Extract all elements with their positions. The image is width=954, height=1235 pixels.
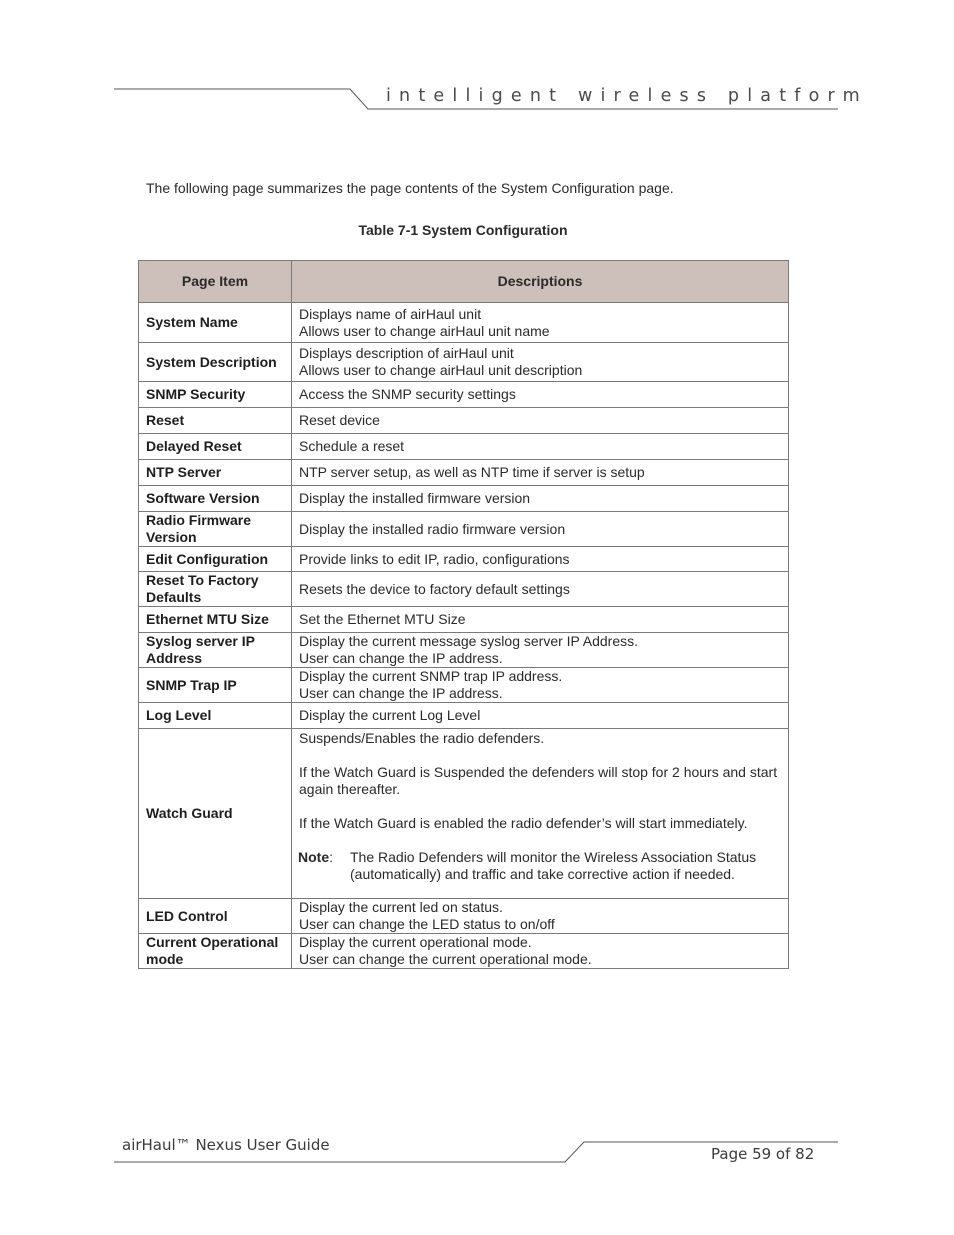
- description-line: Display the installed firmware version: [299, 490, 531, 506]
- description-line: Display the current SNMP trap IP address.: [299, 668, 563, 684]
- header-tagline: intelligent wireless platform: [386, 86, 868, 106]
- intro-text: The following page summarizes the page contents of the System Configuration page.: [146, 180, 674, 196]
- description-line: Resets the device to factory default settings: [299, 580, 570, 597]
- page-item-cell: Syslog server IP Address: [139, 633, 292, 668]
- page-item-cell: NTP Server: [139, 460, 292, 486]
- description-line: Schedule a reset: [299, 438, 405, 454]
- description-line: Access the SNMP security settings: [299, 386, 516, 402]
- footer-page-number: Page 59 of 82: [711, 1145, 815, 1163]
- description-line: Allows user to change airHaul unit name: [299, 322, 550, 339]
- description-line: User can change the current operational mode.: [299, 951, 592, 967]
- footer-document-title: airHaul™ Nexus User Guide: [122, 1136, 330, 1154]
- description-line: Displays name of airHaul unit: [299, 305, 482, 322]
- page-item-cell: Reset To Factory Defaults: [139, 572, 292, 607]
- page-item-cell: System Name: [139, 303, 292, 343]
- page-item-cell: Watch Guard: [139, 729, 292, 899]
- page-item-cell: SNMP Trap IP: [139, 668, 292, 703]
- description-line: Set the Ethernet MTU Size: [299, 611, 466, 627]
- description-line: Display the installed radio firmware version: [299, 520, 566, 537]
- page-item-cell: Log Level: [139, 703, 292, 729]
- page-item-cell: Reset: [139, 408, 292, 434]
- description-line: User can change the IP address.: [299, 650, 503, 666]
- column-header-descriptions: Descriptions: [292, 261, 789, 303]
- watch-guard-paragraph: Suspends/Enables the radio defenders.: [299, 730, 545, 746]
- page-item-cell: SNMP Security: [139, 382, 292, 408]
- watch-guard-paragraph: If the Watch Guard is enabled the radio defender’s will start immediately.: [299, 815, 748, 831]
- watch-guard-note: Note: The Radio Defenders will monitor the Wireless Association Status (automatically) and traffic and take corrective action if needed.: [298, 849, 781, 883]
- page-item-cell: LED Control: [139, 899, 292, 934]
- page-item-cell: Radio Firmware Version: [139, 512, 292, 547]
- description-line: NTP server setup, as well as NTP time if server is setup: [299, 464, 645, 480]
- page-item-cell: Edit Configuration: [139, 547, 292, 572]
- description-line: Displays description of airHaul unit: [299, 345, 514, 361]
- description-line: Display the current Log Level: [299, 707, 481, 723]
- page-item-cell: System Description: [139, 343, 292, 382]
- description-line: Allows user to change airHaul unit description: [299, 362, 583, 378]
- watch-guard-paragraph: If the Watch Guard is Suspended the defenders will stop for 2 hours and start again thereafter.: [299, 764, 778, 797]
- page-item-cell: Ethernet MTU Size: [139, 607, 292, 633]
- description-line: User can change the IP address.: [299, 685, 503, 701]
- description-line: User can change the LED status to on/off: [299, 916, 555, 932]
- page-item-cell: Software Version: [139, 486, 292, 512]
- column-header-page-item: Page Item: [139, 261, 292, 303]
- note-text: The Radio Defenders will monitor the Wireless Association Status (automatically) and traffic and take corrective action if needed.: [350, 849, 757, 882]
- page-item-cell: Delayed Reset: [139, 434, 292, 460]
- note-label: Note: [298, 849, 330, 865]
- description-line: Display the current operational mode.: [299, 934, 532, 950]
- description-line: Display the current message syslog server IP Address.: [299, 633, 639, 649]
- description-line: Display the current led on status.: [299, 899, 503, 915]
- page-item-cell: Current Operational mode: [139, 934, 292, 969]
- description-line: Reset device: [299, 412, 380, 428]
- description-line: Provide links to edit IP, radio, configurations: [299, 550, 570, 567]
- table-caption: Table 7-1 System Configuration: [358, 222, 568, 238]
